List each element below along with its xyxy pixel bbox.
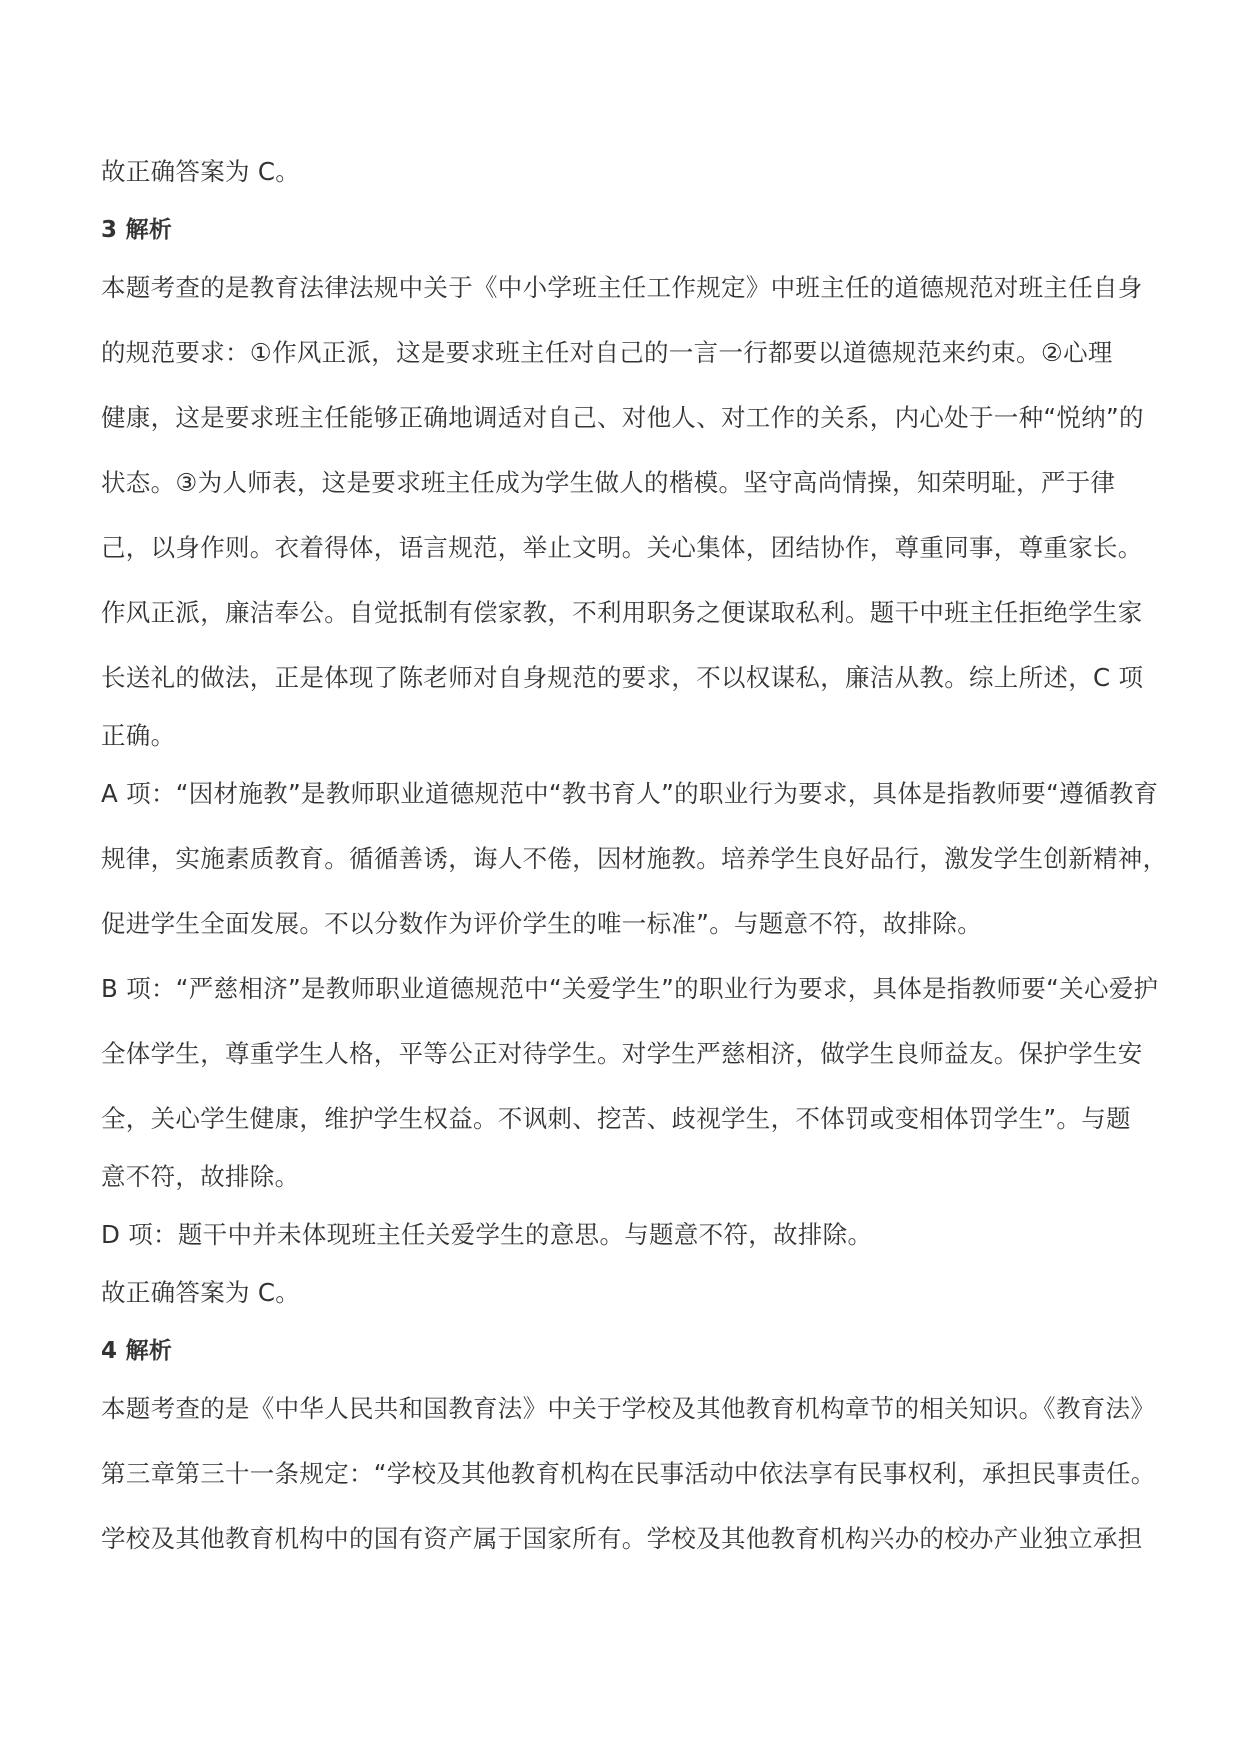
text-line: 促进学生全面发展。不以分数作为评价学生的唯一标准”。与题意不符，故排除。: [101, 909, 982, 938]
text-line: D 项：题干中并未体现班主任关爱学生的意思。与题意不符，故排除。: [101, 1220, 873, 1249]
text-line: 己，以身作则。衣着得体，语言规范，举止文明。关心集体，团结协作，尊重同事，尊重家长。: [101, 533, 1143, 562]
text-line: 故正确答案为 C。: [101, 1278, 301, 1307]
text-line: 正确。: [101, 721, 176, 750]
section-heading: 3 解析: [101, 217, 173, 243]
text-line: 全，关心学生健康，维护学生权益。不讽刺、挖苦、歧视学生，不体罚或变相体罚学生”。与题: [101, 1104, 1131, 1133]
section-heading: 4 解析: [101, 1338, 173, 1364]
text-line: A 项：“因材施教”是教师职业道德规范中“教书育人”的职业行为要求，具体是指教师要“遵循教育: [101, 779, 1159, 808]
text-line: 的规范要求：①作风正派，这是要求班主任对自己的一言一行都要以道德规范来约束。②心理: [101, 338, 1113, 367]
text-line: 学校及其他教育机构中的国有资产属于国家所有。学校及其他教育机构兴办的校办产业独立承担: [101, 1524, 1143, 1553]
text-line: 作风正派，廉洁奉公。自觉抵制有偿家教，不利用职务之便谋取私利。题干中班主任拒绝学生家: [101, 598, 1143, 627]
text-line: 状态。③为人师表，这是要求班主任成为学生做人的楷模。坚守高尚情操，知荣明耻，严于律: [101, 468, 1116, 497]
text-line: 本题考查的是教育法律法规中关于《中小学班主任工作规定》中班主任的道德规范对班主任自身: [101, 273, 1143, 302]
text-line: 第三章第三十一条规定：“学校及其他教育机构在民事活动中依法享有民事权利，承担民事责任。: [101, 1459, 1156, 1488]
text-line: 健康，这是要求班主任能够正确地调适对自己、对他人、对工作的关系，内心处于一种“悦纳”的: [101, 403, 1144, 432]
text-line: 本题考查的是《中华人民共和国教育法》中关于学校及其他教育机构章节的相关知识。《教育法》: [101, 1394, 1156, 1423]
text-line: 全体学生，尊重学生人格，平等公正对待学生。对学生严慈相济，做学生良师益友。保护学生安: [101, 1039, 1143, 1068]
document-body: [101, 156, 1173, 1555]
text-line: B 项：“严慈相济”是教师职业道德规范中“关爱学生”的职业行为要求，具体是指教师要“关心爱护: [101, 974, 1159, 1003]
text-line: 规律，实施素质教育。循循善诱，诲人不倦，因材施教。培养学生良好品行，激发学生创新精神，: [101, 844, 1168, 873]
text-line: 长送礼的做法，正是体现了陈老师对自身规范的要求，不以权谋私，廉洁从教。综上所述，C 项: [101, 663, 1144, 692]
text-line: 意不符，故排除。: [101, 1162, 300, 1191]
text-line: 故正确答案为 C。: [101, 157, 301, 186]
